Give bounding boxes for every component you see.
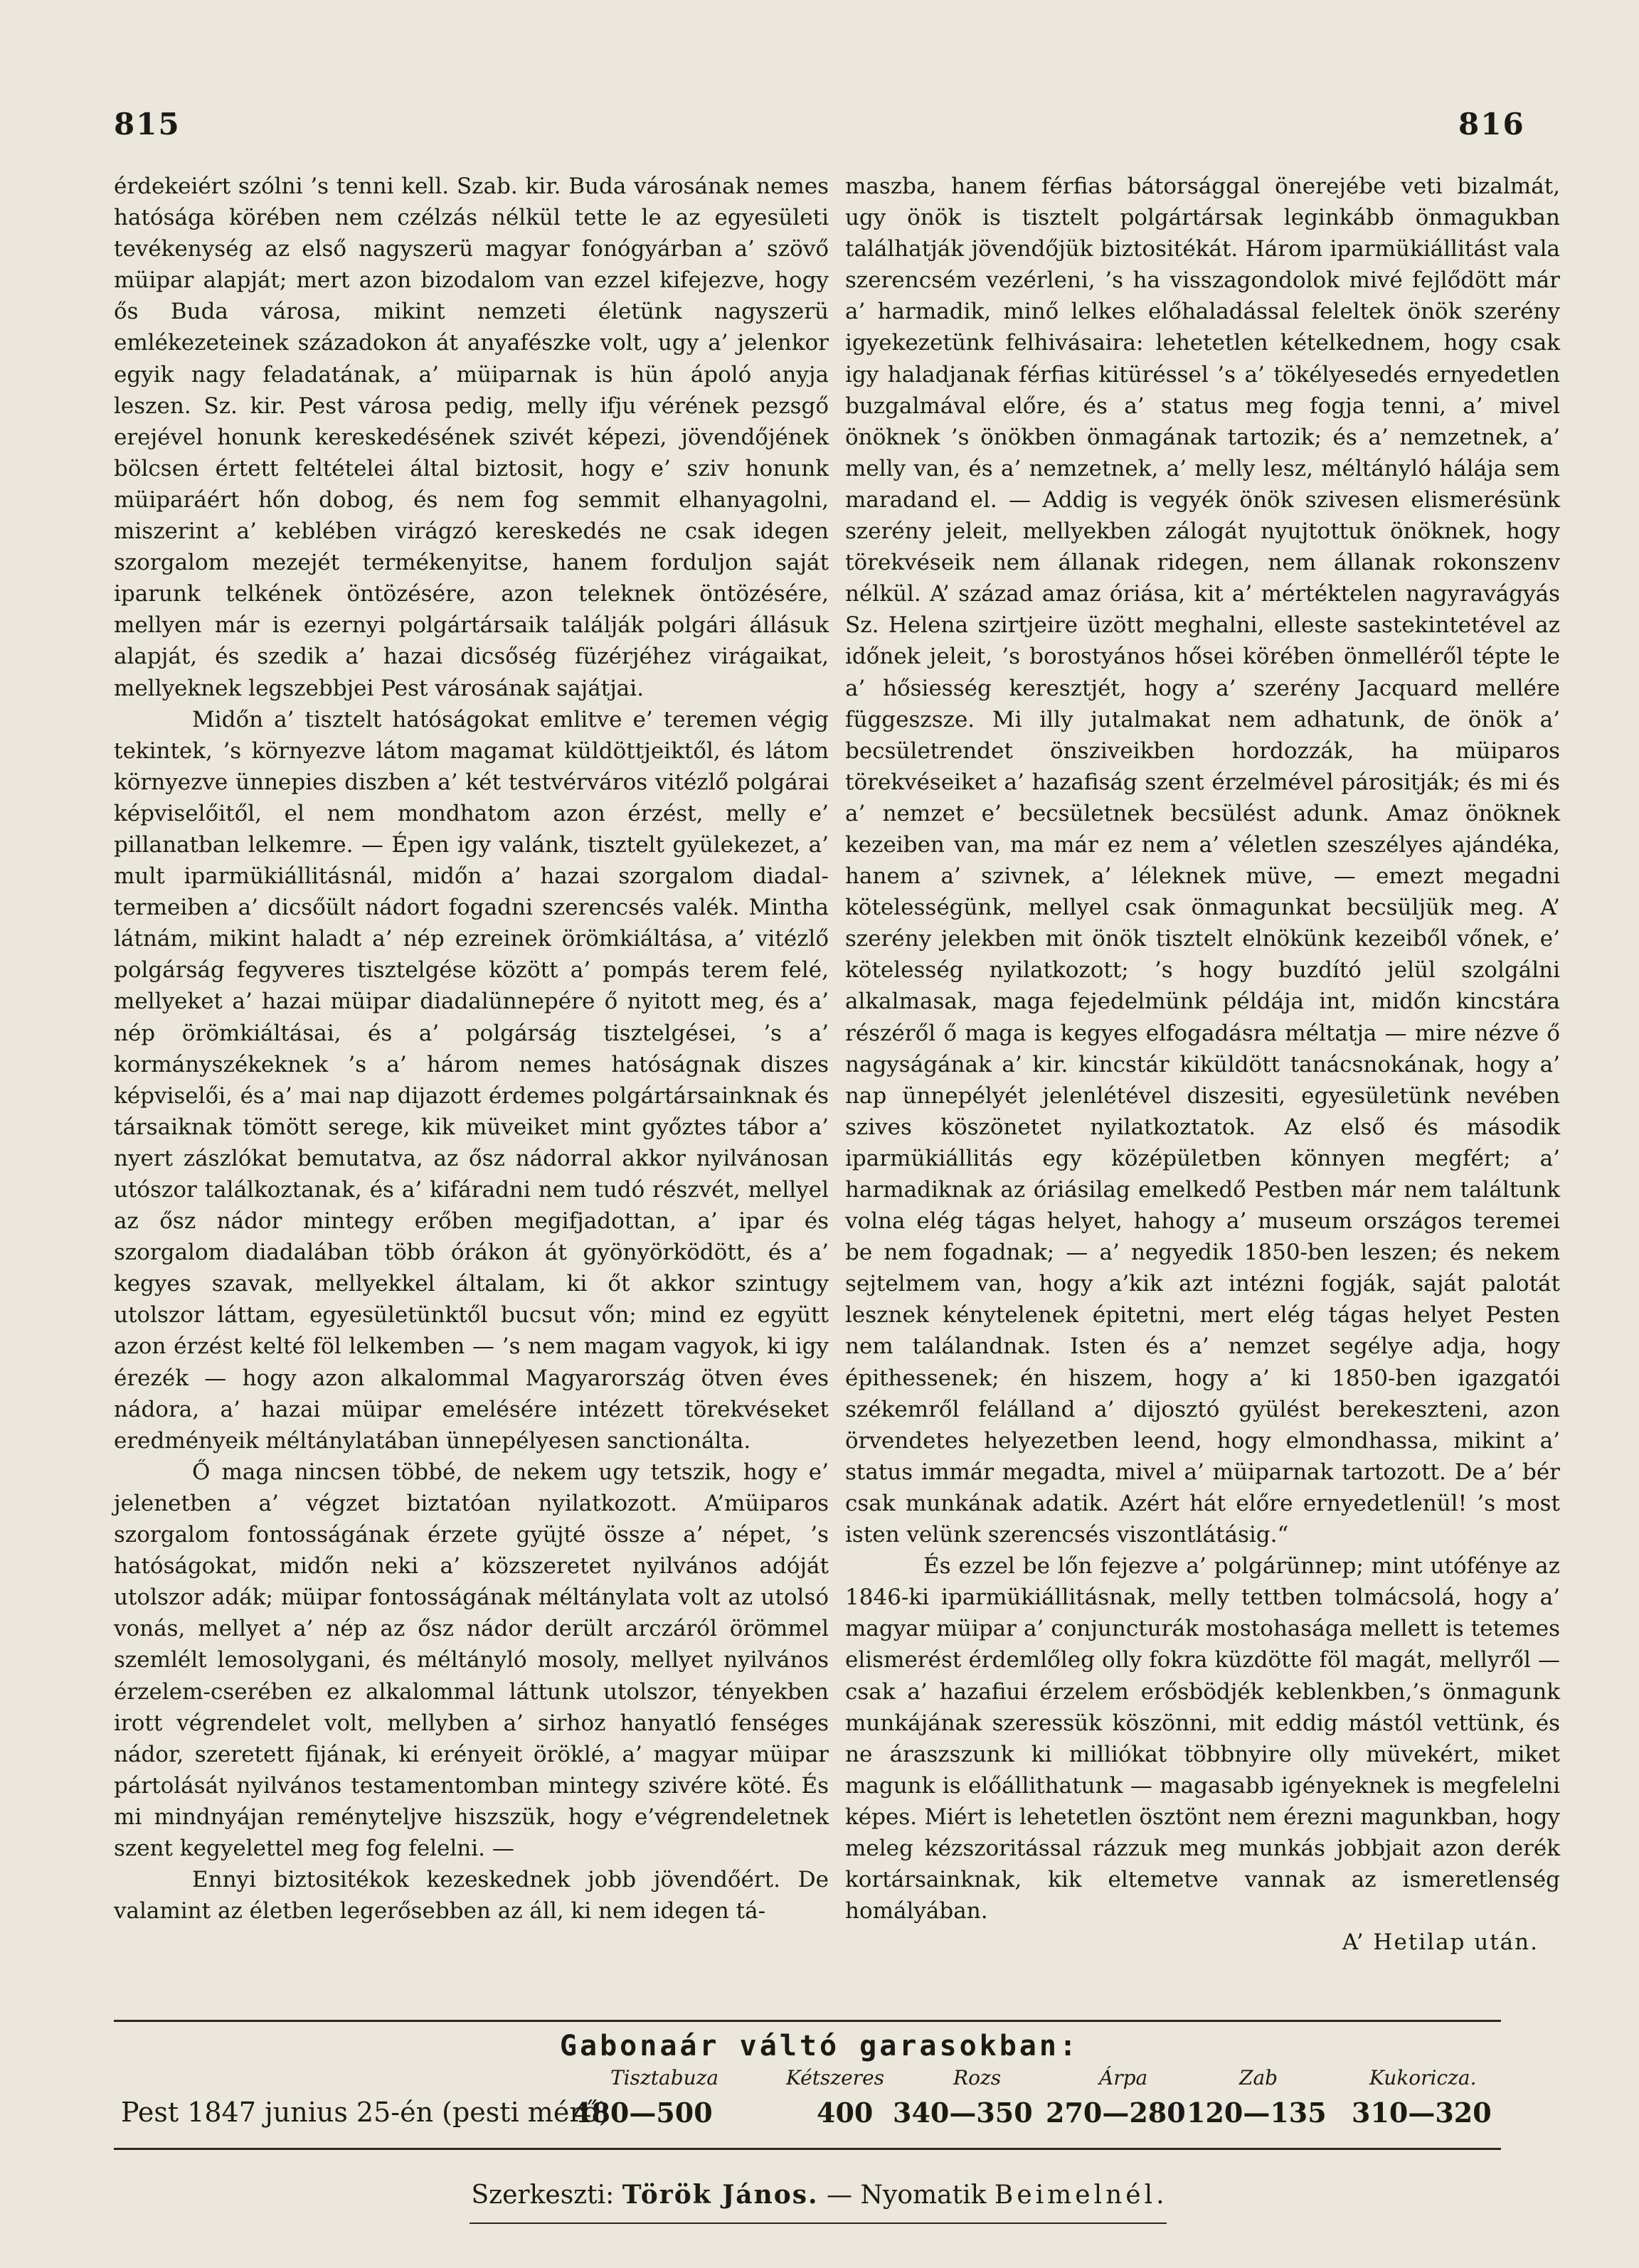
signoff: A’ Hetilap után. (1342, 1929, 1539, 1956)
market-header: Rozs (953, 2066, 1002, 2089)
divider (114, 2020, 1501, 2022)
printer-label: Nyomatik (860, 2181, 987, 2210)
divider (114, 2148, 1501, 2150)
editor-label: Szerkeszti: (471, 2181, 615, 2210)
market-value: 310—320 (1352, 2097, 1492, 2129)
paragraph: Midőn a’ tisztelt hatóságokat emlitve e’ teremen végig tekintek, ’s környezve látom magamat küldöttjeiktől, és látom környezve ünnepies diszben a’ két testvérváros vitézlő polgárai képviselőitől, el nem mondhatom azon érzést, melly e’ pillanatban lelkemre. — Épen igy valánk, tisztelt gyülekezet, a’ mult iparmükiállitásnál, midőn a’ hazai szorgalom diadal-termeiben a’ dicsőült nádort fogadni szerencsés valék. Mintha látnám, mikint haladt a’ nép ezreinek örömkiáltása, a’ vitézlő polgárság fegyveres tisztelgése között a’ pompás terem felé, mellyeket a’ hazai müipar diadalünnepére ő nyitott meg, és a’ nép örömkiáltásai, és a’ polgárság tisztelgései, ’s a’ kormányszékeknek ’s a’ három nemes hatóságnak diszes képviselői, és a’ mai nap dijazott érdemes polgártársainknak és társaiknak tömött serege, kik müveiket mint győztes tábor a’ nyert zászlókat bemutatva, az ősz nádorral akkor nyilvánosan utószor találkoztanak, és a’ kifáradni nem tudó részvét, mellyel az ősz nádor mintegy erőben megifjadottan, a’ ipar és szorgalom diadalában több órákon át gyönyörködött, és a’ kegyes szavak, mellyekkel általam, ki őt akkor szintugy utolszor láttam, egyesületünktől bucsut vőn; mind ez együtt azon érzést kelté föl lelkemben — ’s nem magam vagyok, ki igy érezék — hogy azon alkalommal Magyarország ötven éves nádora, a’ hazai müipar emelésére intézett törekvéseket eredményeik méltánylatában ünnepélyesen sanctionálta. (114, 706, 829, 1454)
printer-name: Beimelnél. (994, 2181, 1168, 2210)
market-header: Kukoricza. (1369, 2066, 1477, 2089)
editor-name: Török János. (622, 2180, 819, 2210)
market-header: Zab (1239, 2066, 1278, 2089)
page-number-left: 815 (114, 107, 181, 142)
market-row-label: Pest 1847 junius 25-én (pesti mérő) (121, 2097, 610, 2128)
market-header: Kétszeres (786, 2066, 885, 2089)
footer-separator: — (827, 2181, 853, 2210)
market-value: 480—500 (573, 2097, 713, 2129)
market-header: Árpa (1099, 2066, 1148, 2089)
market-value: 400 (817, 2097, 874, 2129)
market-title: Gabonaár váltó garasokban: (559, 2030, 1080, 2062)
paragraph: érdekeiért szólni ’s tenni kell. Szab. kir. Buda városának nemes hatósága körében nem czélzás nélkül tette le az egyesületi tevékenység az első nagyszerü magyar fonógyárban a’ szövő müipar alapját; mert azon bizodalom van ezzel kifejezve, hogy ős Buda városa, mikint nemzeti életünk nagyszerü emlékezeteinek századokon át anyafészke volt, ugy a’ jelenkor egyik nagy feladatának, a’ müiparnak is hün ápoló anyja leszen. Sz. kir. Pest városa pedig, melly ifju vérének pezsgő erejével honunk kereskedésének szivét képezi, jövendőjének bölcsen értett feltételei által biztosit, hogy e’ sziv honunk müiparáért hőn dobog, és nem fog semmit elhanyagolni, miszerint a’ keblében virágzó kereskedés ne csak idegen szorgalom mezejét termékenyitse, hanem forduljon saját iparunk telkének öntözésére, azon teleknek öntözésére, mellyen már is ezernyi polgártársaik találják polgári állásuk alapját, és szedik a’ hazai dicsőség füzérjéhez virágaikat, mellyeknek legszebbjei Pest városának sajátjai. (114, 174, 829, 701)
market-header: Tisztabuza (610, 2066, 719, 2089)
left-column (114, 171, 829, 1927)
imprint-footer (0, 2180, 1639, 2210)
market-value: 340—350 (893, 2097, 1033, 2129)
paragraph: Ő maga nincsen többé, de nekem ugy tetszik, hogy e’ jelenetben a’ végzet biztatóan nyilatkozott. A’müiparos szorgalom fontosságának érzete gyüjté össze a’ népet, ’s hatóságokat, midőn neki a’ közszeretet nyilvános adóját utolszor adák; müipar fontosságának méltánylata volt az utolsó vonás, mellyet a’ nép az ősz nádor derült arczáról örömmel szemlélt lemosolygani, és méltányló mosoly, mellyet nyilvános érzelem-cserében ez alkalommal láttunk utolszor, tényekben irott végrendelet volt, mellyben a’ sirhoz hanyatló fenséges nádor, szeretett fijának, ki erényeit öröklé, a’ magyar müipar pártolását nyilvános testamentomban mintegy szivére köté. És mi mindnyájan reményteljve hiszszük, hogy e’végrendeletnek szent kegyelettel meg fog felelni. — (114, 1459, 829, 1861)
paragraph: Ennyi biztositékok kezeskednek jobb jövendőért. De valamint az életben legerősebben az áll, ki nem idegen tá- (114, 1867, 829, 1924)
market-value: 120—135 (1187, 2097, 1327, 2129)
paragraph: És ezzel be lőn fejezve a’ polgárünnep; mint utófénye az 1846-ki iparmükiállitásnak, melly tettben tolmácsolá, hogy a’ magyar müipar a’ conjuncturák mostohasága mellett is tetemes elismerést érdemlőleg olly fokra küzdötte föl magát, mellyről — csak a’ hazafiui érzelem erősbödjék keblenkben,’s önmagunk munkájának szeressük köszönni, mit eddig mástól vettünk, és ne áraszszunk ki milliókat többnyire olly müvekért, miket magunk is előállithatunk — magasabb igényeknek is megfelelni képes. Miért is lehetetlen ösztönt nem érezni magunkban, hogy meleg kézszoritással rázzuk meg munkás jobbjait azon derék kortársainknak, kik eltemetve vannak az ismeretlenség homályában. (845, 1553, 1560, 1924)
market-value: 270—280 (1046, 2097, 1186, 2129)
divider (470, 2222, 1167, 2224)
right-column (845, 171, 1560, 1958)
paragraph: maszba, hanem férfias bátorsággal önerejébe veti bizalmát, ugy önök is tisztelt polgártársak leginkább önmagukban találhatják jövendőjük biztositékát. Három iparmükiállitást vala szerencsém vezérleni, ’s ha visszagondolok mivé fejlődött már a’ harmadik, minő lelkes előhaladással feleltek önök szerény igyekezetünk felhivásaira: lehetetlen kételkednem, hogy csak igy haladjanak férfias kitüréssel ’s a’ tökélyesedés ernyedetlen buzgalmával előre, és a’ status meg fogja tenni, a’ mivel önöknek ’s önökben önmagának tartozik; és a’ nemzetnek, a’ melly van, és a’ nemzetnek, a’ melly lesz, méltányló hálája sem maradand el. — Addig is vegyék önök szivesen elismerésünk szerény jeleit, mellyekben zálogát nyujtottuk önöknek, hogy törekvéseik nem állanak ridegen, nem állanak rokonszenv nélkül. A’ század amaz óriása, kit a’ mértéktelen nagyravágyás Sz. Helena szirtjeire üzött meghalni, elleste sastekintetével az időnek jeleit, ’s borostyános hősei körében önmelléről tépte le a’ hősiesség keresztjét, hogy a’ szerény Jacquard mellére függeszsze. Mi illy jutalmakat nem adhatunk, de önök a’ becsületrendet önsziveikben hordozzák, ha müiparos törekvéseiket a’ hazafiság szent érzelmével párositják; és mi és a’ nemzet e’ becsületnek becsülést adunk. Amaz önöknek kezeiben van, ma már ez nem a’ véletlen szeszélyes ajándéka, hanem a’ szivnek, a’ léleknek müve, — emezt megadni kötelességünk, mellyel csak önmagunkat becsüljük meg. A’ szerény jelekben mit önök tisztelt elnökünk kezeiből vőnek, e’ kötelesség nyilatkozott; ’s hogy buzdító jelül szolgálni alkalmasak, maga fejedelmünk példája int, midőn kincstára részéről ő maga is kegyes elfogadásra méltatja — mire nézve ő nagyságának a’ kir. kincstár kiküldött tanácsnokának, hogy a’ nap ünnepélyét jelenlétével diszesiti, egyesületünk nevében szives köszönetet nyilatkoztatok. Az első és második iparmükiállitás egy középületben könnyen megfért; a’ harmadiknak az óriásilag emelkedő Pestben már nem találtunk volna elég tágas helyet, hahogy a’ museum országos teremei be nem fogadnak; — a’ negyedik 1850-ben leszen; és nekem sejtelmem van, hogy a’kik azt intézni fogják, saját palotát lesznek kénytelenek épitetni, mert elég tágas helyet Pesten nem találandnak. Isten és a’ nemzet segélye adja, hogy épithessenek; én hiszem, hogy a’ ki 1850-ben igazgatói székemről felálland a’ dijosztó gyülést berekeszteni, azon örvendetes helyezetben leend, hogy elmondhassa, mikint a’ status immár megadta, mivel a’ müiparnak tartozott. De a’ bér csak munkának adatik. Azért hát előre ernyedetlenül! ’s most isten velünk szerencsés viszontlátásig.“ (845, 174, 1560, 1548)
page-number-right: 816 (1458, 107, 1525, 142)
